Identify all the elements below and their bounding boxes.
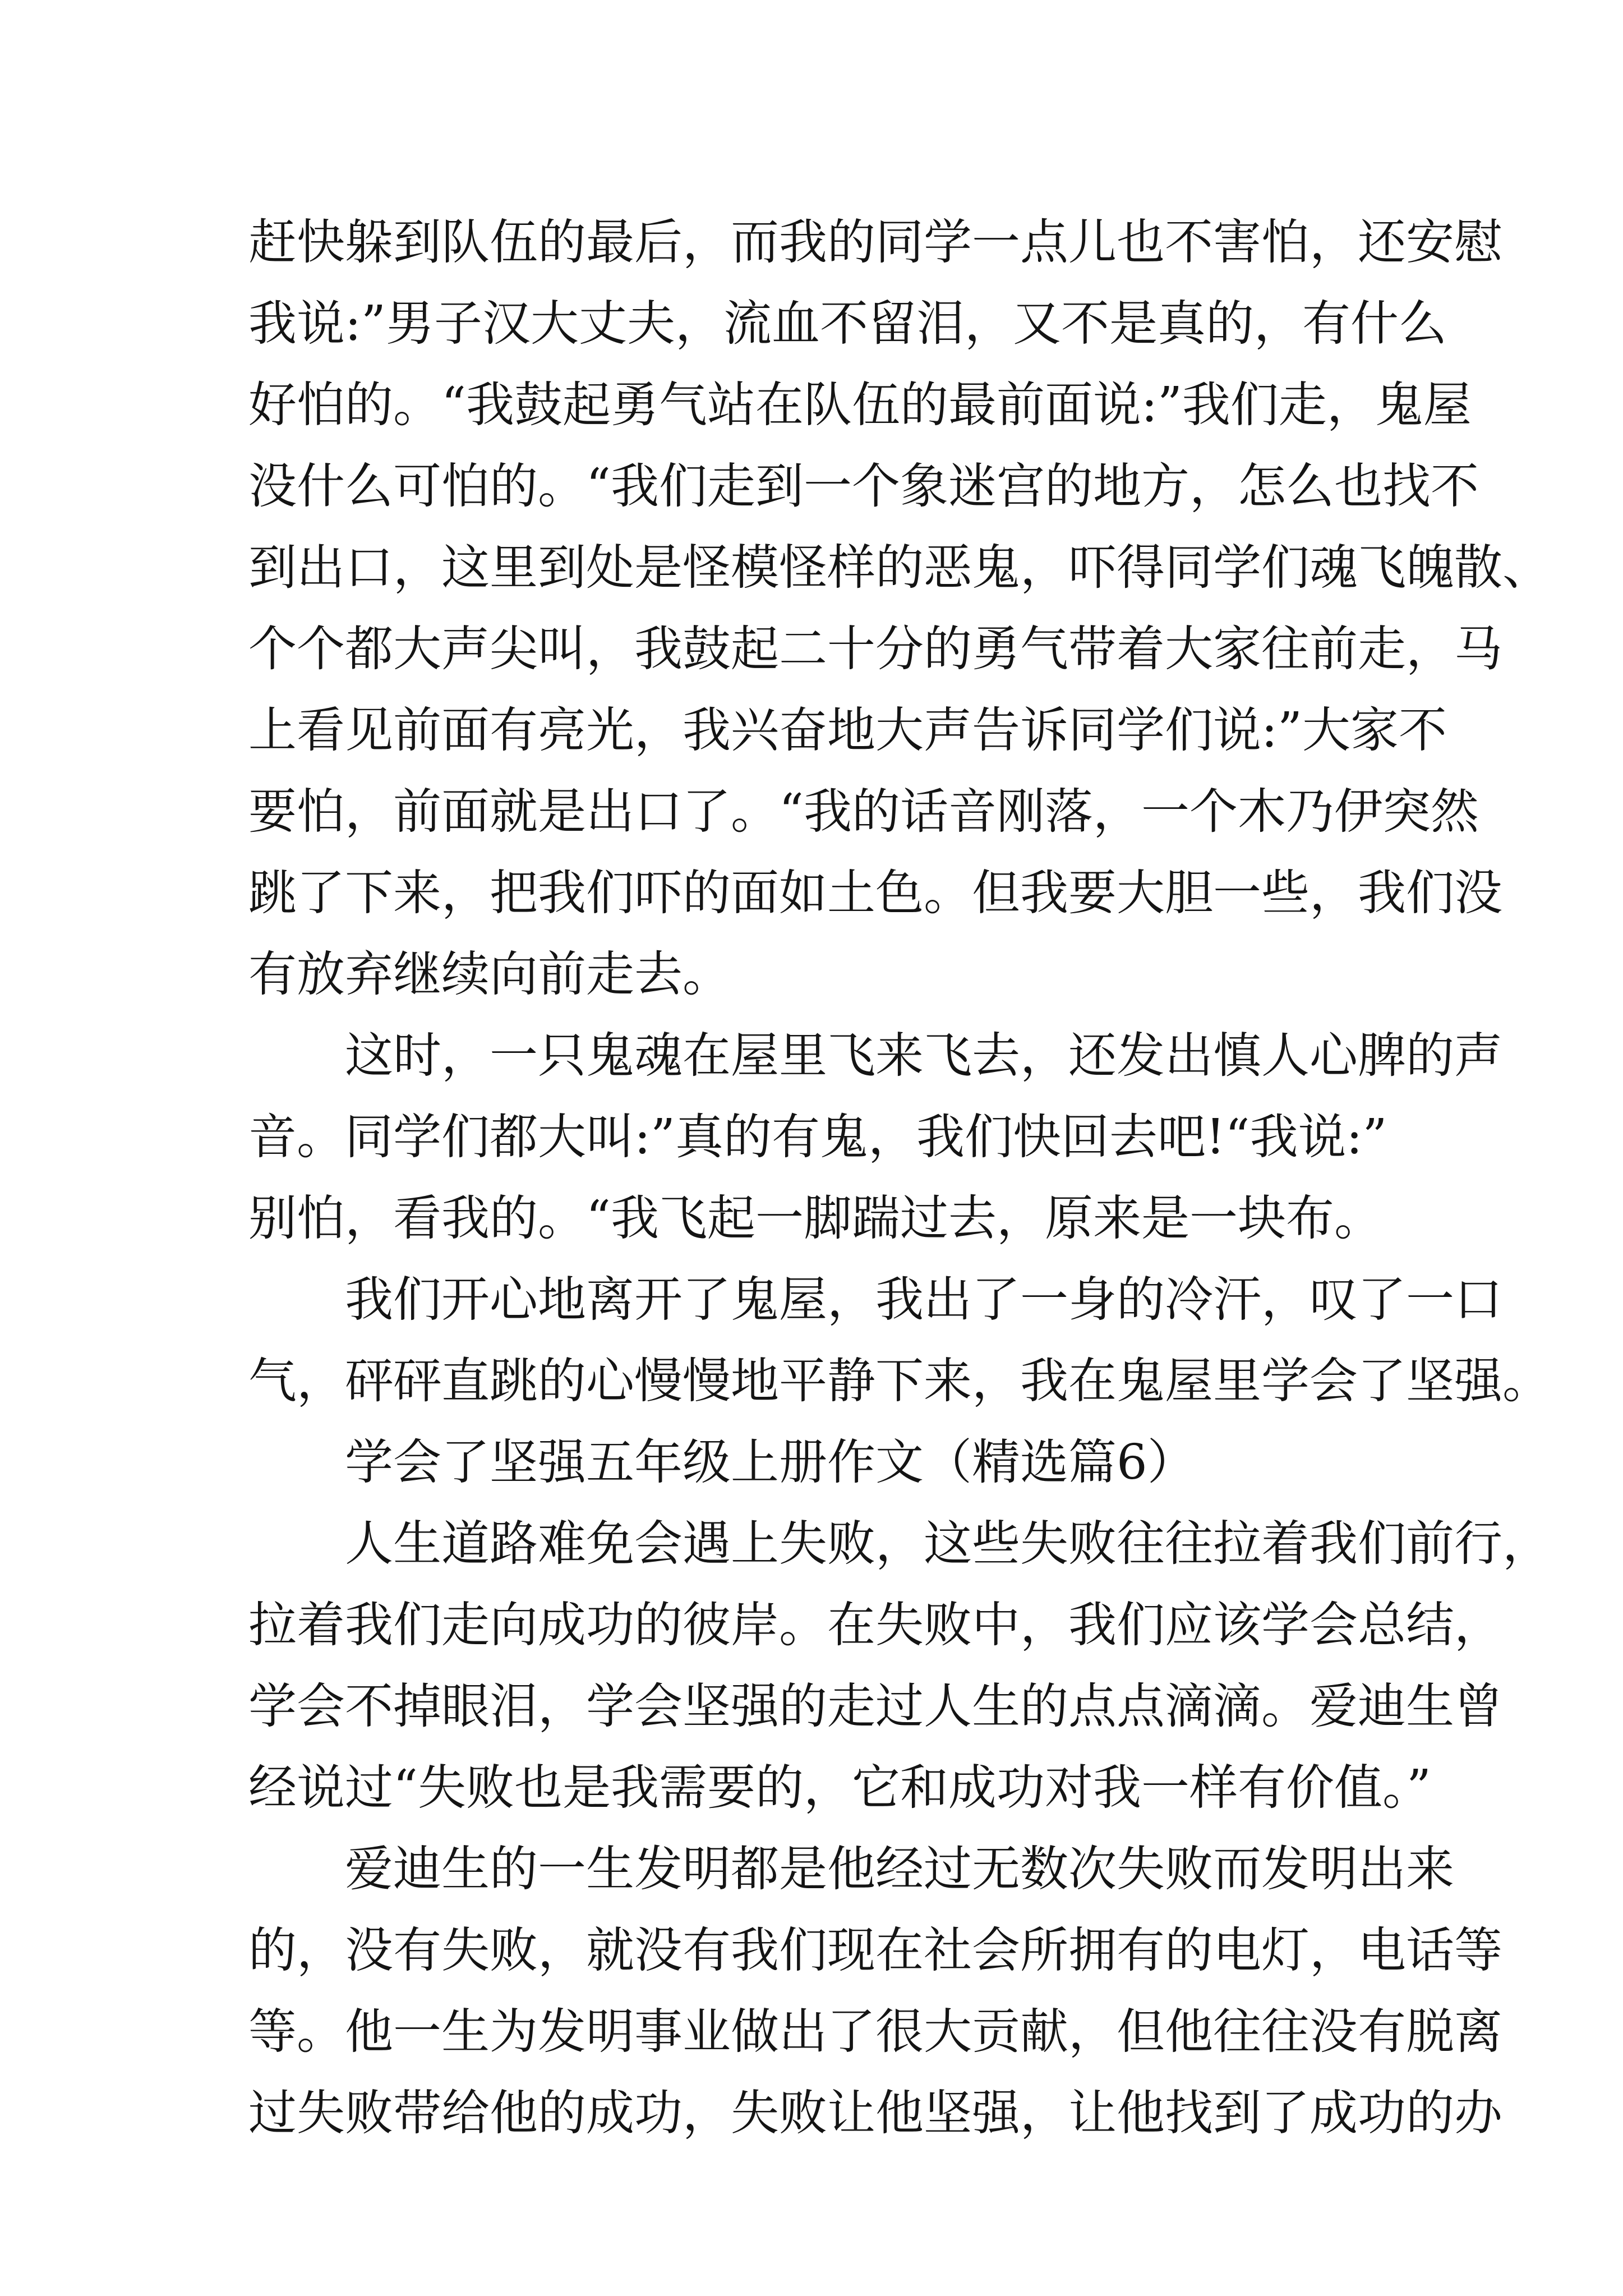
text-line: 个个都大声尖叫，我鼓起二十分的勇气带着大家往前走，马 <box>248 621 1502 677</box>
text-line: 音。同学们都大叫:”真的有鬼，我们快回去吧!“我说:” <box>248 1109 1387 1165</box>
text-line: 学会不掉眼泪，学会坚强的走过人生的点点滴滴。爱迪生曾 <box>248 1678 1502 1734</box>
text-line: 赶快躲到队伍的最后，而我的同学一点儿也不害怕，还安慰 <box>248 214 1502 270</box>
essay-body <box>248 202 1551 2154</box>
text-line: 的，没有失败，就没有我们现在社会所拥有的电灯，电话等 <box>248 1922 1502 1978</box>
text-line: 好怕的。“我鼓起勇气站在队伍的最前面说:”我们走，鬼屋 <box>248 377 1472 433</box>
text-line: 到出口，这里到处是怪模怪样的恶鬼，吓得同学们魂飞魄散、 <box>248 540 1551 596</box>
paragraph-start-line: 爱迪生的一生发明都是他经过无数次失败而发明出来 <box>345 1841 1454 1897</box>
text-line: 上看见前面有亮光，我兴奋地大声告诉同学们说:”大家不 <box>248 702 1447 758</box>
text-line: 等。他一生为发明事业做出了很大贡献，但他往往没有脱离 <box>248 2004 1502 2060</box>
text-line: 没什么可怕的。“我们走到一个象迷宫的地方，怎么也找不 <box>248 458 1479 514</box>
text-line: 别怕，看我的。“我飞起一脚踹过去，原来是一块布。 <box>248 1190 1382 1246</box>
paragraph-start-line: 这时，一只鬼魂在屋里飞来飞去，还发出慎人心脾的声 <box>345 1028 1502 1084</box>
text-line: 拉着我们走向成功的彼岸。在失败中，我们应该学会总结， <box>248 1597 1502 1653</box>
text-line: 有放弃继续向前走去。 <box>248 946 731 1002</box>
section-heading: 学会了坚强五年级上册作文（精选篇6） <box>345 1434 1196 1490</box>
text-line: 经说过“失败也是我需要的，它和成功对我一样有价值。” <box>248 1760 1431 1816</box>
text-line: 过失败带给他的成功，失败让他坚强，让他找到了成功的办 <box>248 2085 1502 2141</box>
paragraph-start-line: 我们开心地离开了鬼屋，我出了一身的冷汗，叹了一口 <box>345 1272 1502 1328</box>
text-line: 气，砰砰直跳的心慢慢地平静下来，我在鬼屋里学会了坚强。 <box>248 1353 1551 1409</box>
text-line: 跳了下来，把我们吓的面如土色。但我要大胆一些，我们没 <box>248 865 1502 921</box>
text-line: 我说:”男子汉大丈夫，流血不留泪，又不是真的，有什么 <box>248 296 1447 352</box>
paragraph-start-line: 人生道路难免会遇上失败，这些失败往往拉着我们前行， <box>345 1516 1551 1572</box>
text-line: 要怕，前面就是出口了。“我的话音刚落，一个木乃伊突然 <box>248 784 1479 840</box>
